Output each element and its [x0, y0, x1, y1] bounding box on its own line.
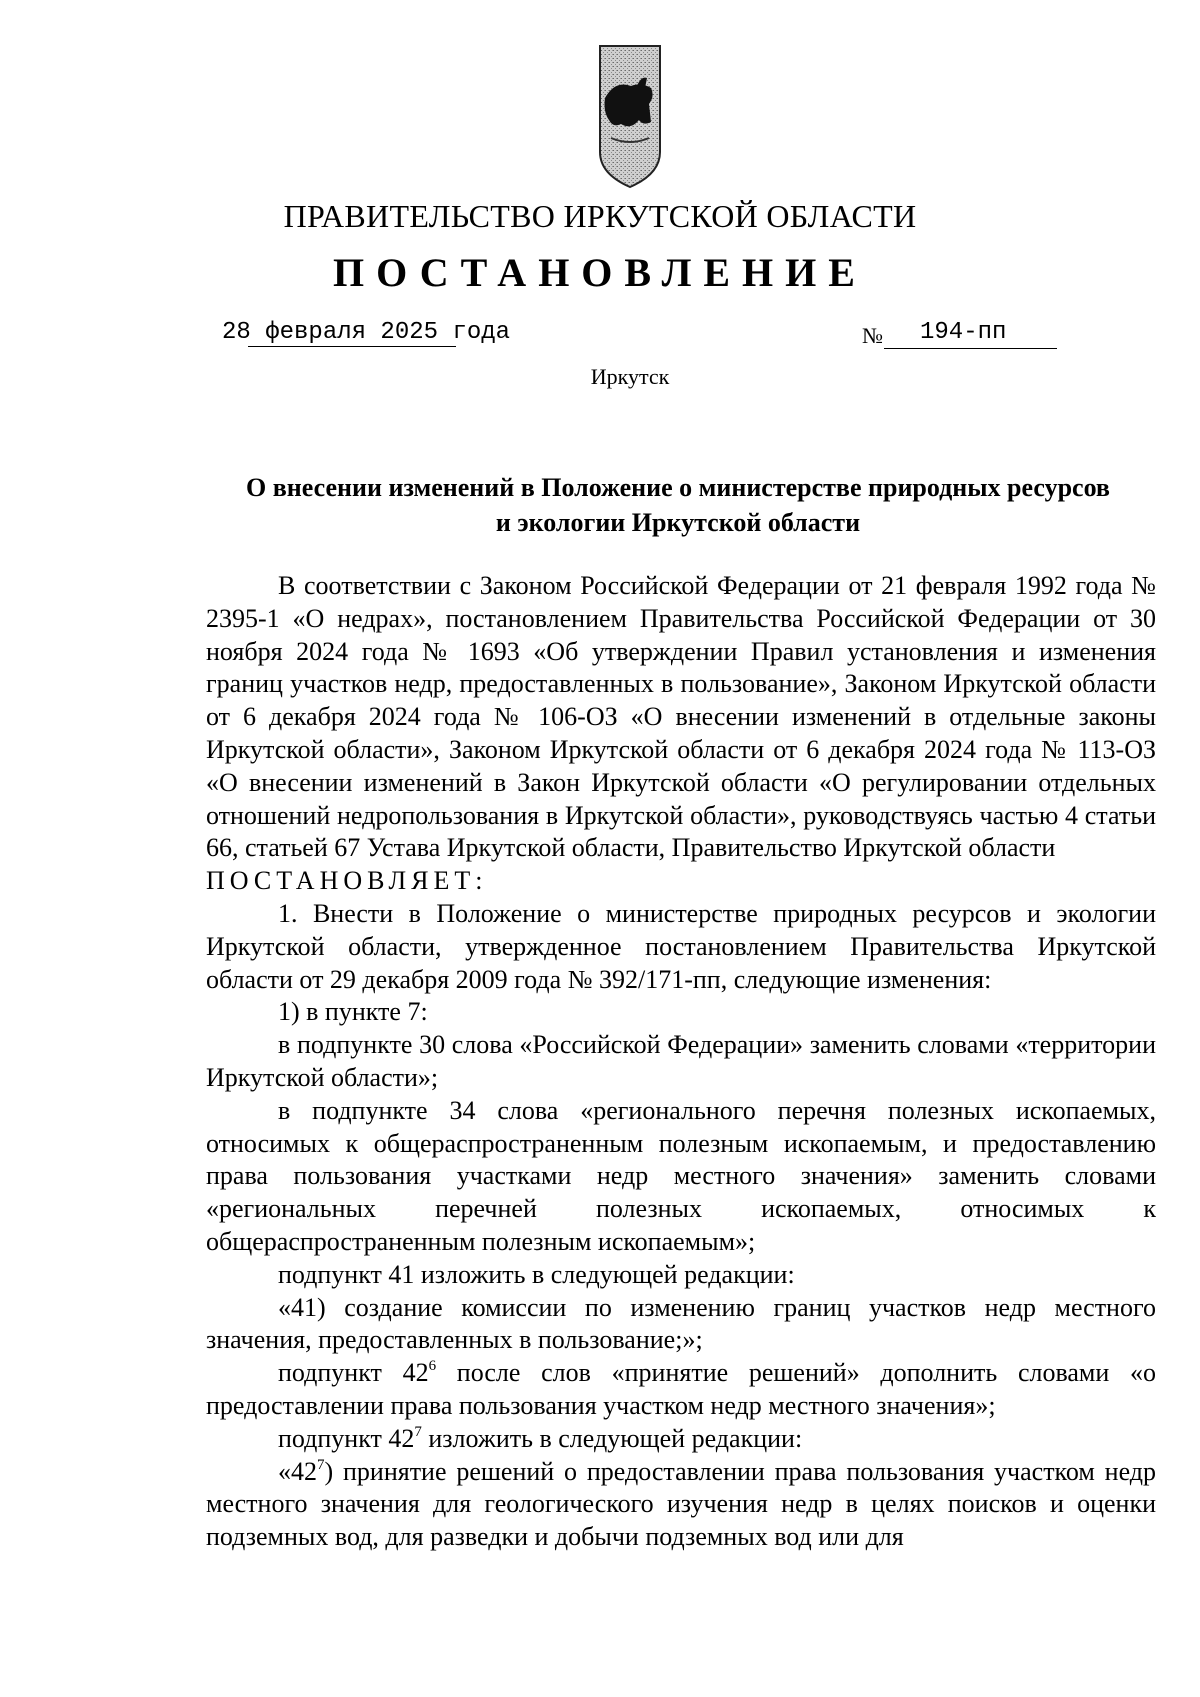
item-1-1-paragraph: 1) в пункте 7: — [278, 997, 428, 1027]
number-sign: № — [862, 323, 883, 348]
subitem-42-7-text-paragraph — [206, 1456, 1156, 1554]
document-body — [206, 570, 1156, 1554]
document-type-title: ПОСТАНОВЛЕНИЕ — [333, 250, 867, 295]
document-number: 194-пп — [920, 319, 1007, 346]
subitem-42-7-text-lead: «42 — [278, 1456, 317, 1486]
document-city: Иркутск — [590, 364, 670, 389]
subject-line-1: О внесении изменений в Положение о министерстве природных ресурсов — [246, 473, 1110, 502]
number-underline — [884, 348, 1057, 349]
resolves-heading: ПОСТАНОВЛЯЕТ: — [206, 866, 488, 896]
item-1-paragraph: 1. Внести в Положение о министерстве природных ресурсов и экологии Иркутской области, утвержденное постановлением Правительства Иркутской области от 29 декабря 2009 года № 392/171-пп, следующие изменения: — [206, 898, 1156, 994]
subitem-41-text-paragraph: «41) создание комиссии по изменению границ участков недр местного значения, предоставленных в пользование;»; — [206, 1292, 1156, 1355]
coat-of-arms-emblem — [597, 42, 663, 190]
subject-line-2: и экологии Иркутской области — [495, 508, 861, 537]
subitem-42-7-intro-paragraph — [206, 1423, 1156, 1456]
government-title: ПРАВИТЕЛЬСТВО ИРКУТСКОЙ ОБЛАСТИ — [283, 198, 917, 234]
subitem-42-6-rest: после слов «принятие решений» дополнить словами «о предоставлении права пользования участком недр местного значения»; — [206, 1358, 1157, 1420]
subitem-42-7-lead: подпункт 42 — [278, 1423, 415, 1453]
subitem-42-7-text-rest: ) принятие решений о предоставлении права пользования участком недр местного значения для геологического изучения недр в целях поисков и оценки подземных вод, для разведки и добычи подземных вод или для — [206, 1456, 1156, 1552]
date-underline — [248, 346, 456, 347]
subitem-42-7-rest: изложить в следующей редакции: — [421, 1423, 803, 1453]
subitem-41-intro-paragraph: подпункт 41 изложить в следующей редакции: — [278, 1259, 795, 1289]
subitem-42-7-text-superscript: 7 — [317, 1456, 325, 1473]
preamble-paragraph: В соответствии с Законом Российской Федерации от 21 февраля 1992 года № 2395-1 «О недрах», постановлением Правительства Российской Федерации от 30 ноября 2024 года № 1693 «Об утверждении Правил установления и изменения границ участков недр, предоставленных в пользование», Законом Иркутской области от 6 декабря 2024 года № 106-ОЗ «О внесении изменений в отдельные законы Иркутской области», Законом Иркутской области от 6 декабря 2024 года № 113-ОЗ «О внесении изменений в Закон Иркутской области «О регулировании отдельных отношений недропользования в Иркутской области», руководствуясь частью 4 статьи 66, статьей 67 Устава Иркутской области, Правительство Иркутской области — [206, 571, 1156, 863]
document-date: 28 февраля 2025 года — [222, 319, 511, 346]
document-subject — [200, 470, 1156, 540]
subitem-42-6-lead: подпункт 42 — [278, 1358, 429, 1388]
subitem-42-7-superscript: 7 — [414, 1423, 422, 1440]
subitem-30-paragraph: в подпункте 30 слова «Российской Федерации» заменить словами «территории Иркутской области»; — [206, 1030, 1156, 1092]
subitem-34-paragraph: в подпункте 34 слова «регионального перечня полезных ископаемых, относимых к общераспространенным полезным ископаемым, и предоставлению права пользования участками недр местного значения» заменить словами «региональных перечней полезных ископаемых, относимых к общераспространенным полезным ископаемым»; — [206, 1095, 1156, 1256]
subitem-42-6-paragraph — [206, 1357, 1156, 1423]
subitem-42-6-superscript: 6 — [428, 1358, 437, 1375]
